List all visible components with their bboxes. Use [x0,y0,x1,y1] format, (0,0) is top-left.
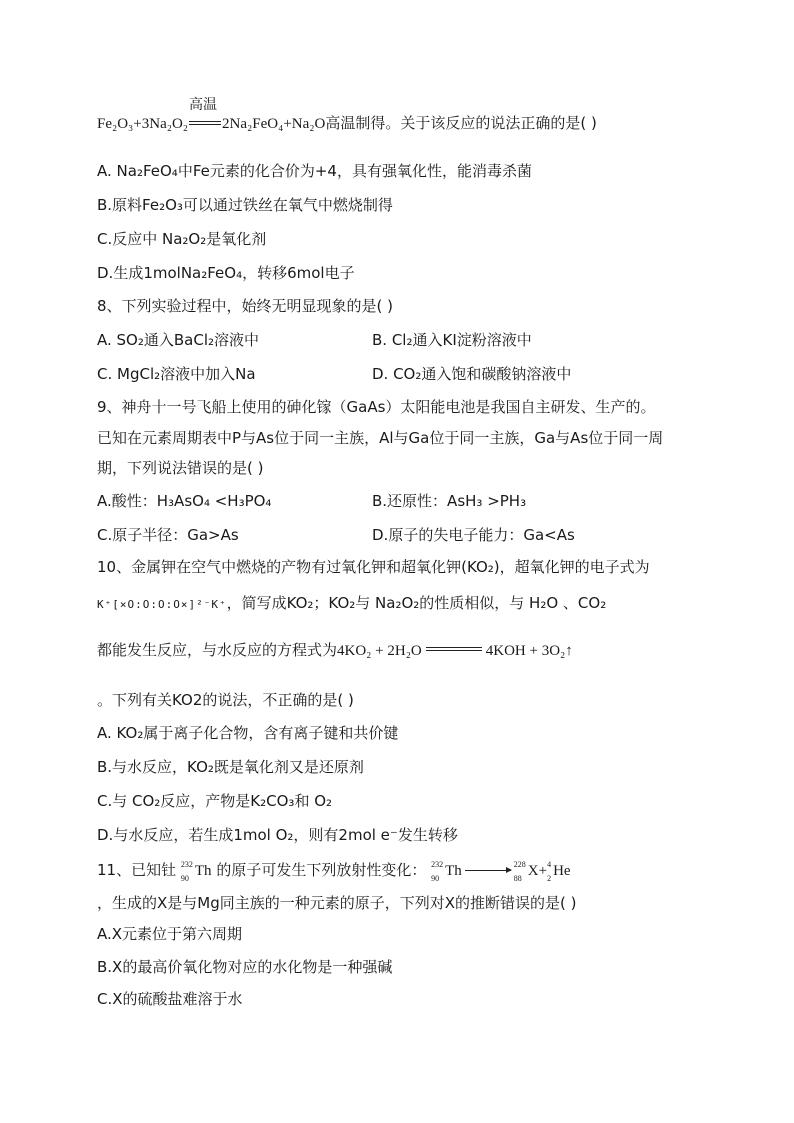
q9-option-b: B.还原性：AsH₃ >PH₃ [372,492,527,510]
q8-option-a: A. SO₂通入BaCl₂溶液中 [97,331,260,349]
q10-stem-line-1: 10、金属钾在空气中燃烧的产物有过氧化钾和超氧化钾(KO₂)，超氧化钾的电子式为 [97,558,650,576]
q9-option-c: C.原子半径：Ga>As [97,526,239,544]
q7-option-d: D.生成1molNa₂FeO₄，转移6mol电子 [97,264,355,282]
q8-option-d: D. CO₂通入饱和碳酸钠溶液中 [372,365,572,383]
th-symbol: Th [194,863,212,879]
q11-option-b: B.X的最高价氧化物对应的水化物是一种强碱 [97,958,393,976]
q9-stem-line-1: 9、神舟十一号飞船上使用的砷化镓（GaAs）太阳能电池是我国自主研发、生产的。 [97,398,656,416]
q9-option-a: A.酸性：H₃AsO₄ <H₃PO₄ [97,492,272,510]
q10-option-b: B.与水反应，KO₂既是氧化剂又是还原剂 [97,758,364,776]
q11-stem-line-1 [97,860,571,881]
th-mass-number: 232 [180,860,193,869]
q7-option-b: B.原料Fe₂O₃可以通过铁丝在氧气中燃烧制得 [97,196,393,214]
q8-option-b: B. Cl₂通入KI淀粉溶液中 [372,331,532,349]
q10-option-c: C.与 CO₂反应，产物是K₂CO₃和 O₂ [97,792,333,810]
q10-eq-rhs: 4KOH + 3O₂↑ [485,643,573,659]
q10-option-a: A. KO₂属于离子化合物，含有离子键和共价键 [97,724,399,742]
q7-eq-condition: 高温 [189,98,218,113]
q9-stem-line-3: 期，下列说法错误的是( ) [97,459,264,477]
x-nuclide: 228 88 X+ [513,860,548,883]
q9-stem-line-2: 已知在元素周期表中P与As位于同一主族，Al与Ga位于同一主族，Ga与As位于同一周 [97,429,664,447]
q10-eq-lhs: 4KO₂ + 2H₂O [337,643,422,659]
thorium-nuclide [181,861,212,881]
q8-stem: 8、下列实验过程中，始终无明显现象的是( ) [97,297,394,315]
q7-eq-lhs: Fe₂O₃+3Na₂O₂ [97,116,189,132]
q11-stem-pre: 11、已知钍 [97,861,177,879]
decay-arrow [465,870,511,871]
q11-option-a: A.X元素位于第六周期 [97,925,243,943]
q10-stem-line-2-text: ，简写成KO₂；KO₂与 Na₂O₂的性质相似，与 H₂O 、CO₂ [226,594,607,612]
helium-nuclide: 4 2 He [547,860,571,883]
q7-stem-tail: 高温制得。关于该反应的说法正确的是( ) [325,114,597,132]
q10-stem-line-2 [97,593,606,615]
q10-stem-line-3-text: 都能发生反应，与水反应的方程式为 [97,641,338,659]
q11-option-c: C.X的硫酸盐难溶于水 [97,990,243,1008]
q7-option-a: A. Na₂FeO₄中Fe元素的化合价为+4，具有强氧化性，能消毒杀菌 [97,162,532,180]
q8-option-c: C. MgCl₂溶液中加入Na [97,365,256,383]
q10-stem-line-3 [97,640,573,661]
superoxide-electron-formula: K⁺[×O:O:O:O×]²⁻K⁺ [97,598,227,611]
q11-stem-line-2: ，生成的X是与Mg同主族的一种元素的原子，下列对X的推断错误的是( ) [97,894,577,912]
q10-eq-sign [426,647,482,651]
q7-equation-line [97,98,597,134]
q7-option-c: C.反应中 Na₂O₂是氧化剂 [97,230,267,248]
q11-stem-mid: 的原子可发生下列放射性变化： [216,861,427,879]
q10-stem-line-4: 。下列有关KO2的说法，不正确的是( ) [97,691,354,709]
q10-option-d: D.与水反应，若生成1mol O₂，则有2mol e⁻发生转移 [97,826,458,844]
th-atomic-number: 90 [180,874,189,883]
q7-eq-sign [189,98,221,134]
q7-eq-rhs: 2Na₂FeO₄+Na₂O [222,116,326,132]
q9-option-d: D.原子的失电子能力：Ga<As [372,526,575,544]
thorium-nuclide-eq: 232 90 Th [431,860,462,883]
